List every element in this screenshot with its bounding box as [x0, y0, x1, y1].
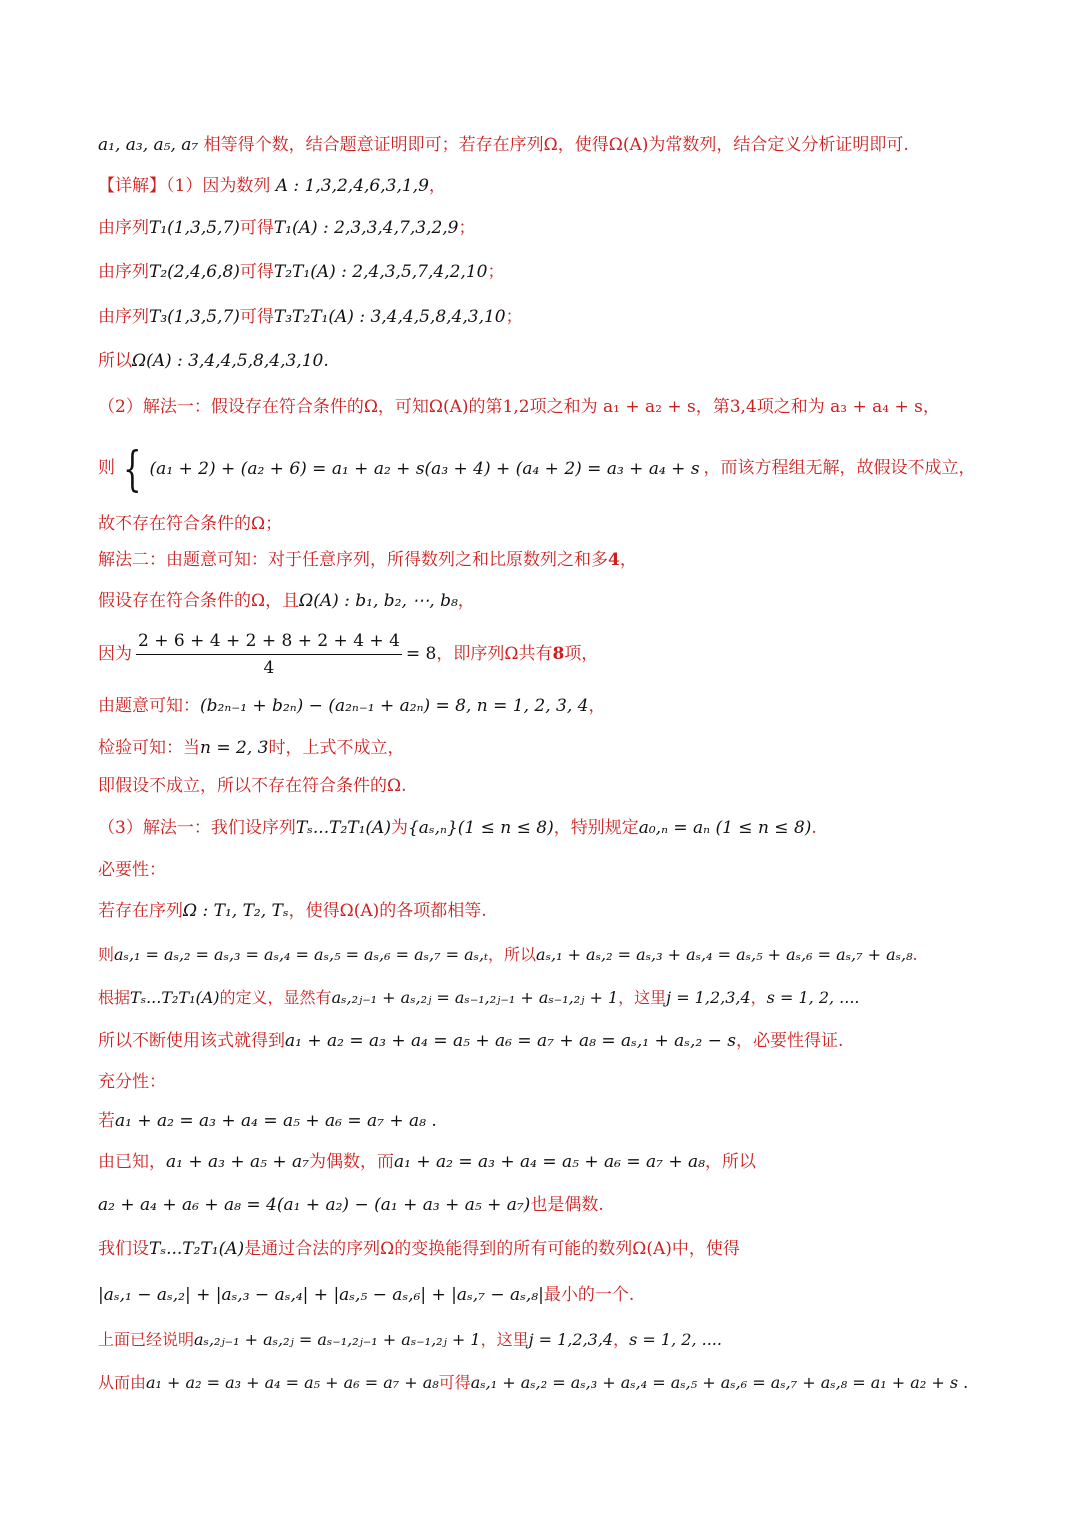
text-line-7: （2）解法一：假设存在符合条件的Ω，可知Ω(A)的第1,2项之和为 a₁ + a₂ + s，第3,4项之和为 a₃ + a₄ + s， [98, 397, 940, 417]
math-expr: {aₛ,ₙ}(1 ≤ n ≤ 8) [407, 818, 554, 838]
punct: ； [487, 262, 505, 282]
text-line-12 [98, 628, 1020, 680]
text-line-18 [98, 899, 1020, 923]
text-line-14 [98, 736, 1020, 760]
line-text: ，使得Ω(A)的各项都相等. [288, 901, 487, 921]
text-line-16 [98, 816, 1020, 840]
math-expr: a₁ + a₂ = a₃ + a₄ = a₅ + a₆ = a₇ + a₈ = aₛ,₁ + aₛ,₂ − s [285, 1031, 737, 1051]
line-text: 也是偶数. [530, 1195, 604, 1215]
line-text: 则 [98, 945, 115, 964]
math-expr: s = 1, 2, .... [629, 1330, 722, 1349]
line-text: 假设存在符合条件的Ω，且 [98, 591, 300, 611]
math-expr: aₛ,₂ⱼ₋₁ + aₛ,₂ⱼ = aₛ₋₁,₂ⱼ₋₁ + aₛ₋₁,₂ⱼ + 1 [331, 988, 619, 1007]
line-text: 检验可知：当 [98, 738, 200, 758]
line-text: 项， [564, 644, 599, 664]
line-text: 所以 [98, 351, 132, 371]
line-text: 若存在序列 [98, 901, 183, 921]
punct: ， [619, 550, 637, 570]
line-text: 可得 [239, 307, 274, 327]
text-line-29 [98, 1371, 1020, 1395]
math-expr: Ω(A) : 3,4,4,5,8,4,3,10. [132, 351, 329, 371]
text-line-11 [98, 589, 1020, 613]
punct: ； [505, 307, 523, 327]
line-text: 从而由 [98, 1373, 147, 1392]
text-line-1 [98, 133, 1020, 157]
line-text: 因为数列 [202, 176, 271, 196]
text-line-6 [98, 349, 1020, 373]
line-text: ，这里 [480, 1330, 529, 1349]
line-text: ，所以 [488, 945, 537, 964]
text-line-27 [98, 1283, 1020, 1307]
text-line-23 [98, 1109, 1020, 1133]
line-text: 由序列 [98, 262, 149, 282]
line-text: ，这里 [618, 988, 667, 1007]
math-expr: n = 2, 3 [200, 738, 269, 758]
math-expr: A : 1,3,2,4,6,3,1,9 [275, 176, 429, 196]
text-line-26 [98, 1237, 1020, 1261]
line-text: 由已知， [98, 1152, 166, 1172]
fraction [136, 630, 402, 679]
line-text: ，所以 [704, 1152, 756, 1172]
text-line-9: 故不存在符合条件的Ω； [98, 514, 283, 534]
math-expr: T₃(1,3,5,7) [149, 307, 240, 327]
text-line-21 [98, 1029, 1020, 1053]
math-expr: a₁ + a₂ = a₃ + a₄ = a₅ + a₆ = a₇ + a₈ [393, 1152, 705, 1172]
line-text: 为 [390, 818, 408, 838]
math-expr: Ω : T₁, T₂, Tₛ [183, 901, 289, 921]
math-expr: Tₛ...T₂T₁(A) [295, 818, 391, 838]
punct: . [425, 1111, 437, 1131]
text-line-8 [98, 442, 1020, 495]
math-expr: a₂ + a₄ + a₆ + a₈ = 4(a₁ + a₂) − (a₁ + a₃ + a₅ + a₇) [98, 1195, 531, 1215]
line-text: 最小的一个. [543, 1285, 635, 1305]
part-label: （1） [166, 176, 203, 196]
punct: ， [588, 696, 606, 716]
text-line-19 [98, 943, 1020, 967]
line-text: 根据 [98, 988, 131, 1007]
punct: ， [750, 988, 767, 1007]
text-line-4 [98, 260, 1020, 284]
line-text: （3）解法一：我们设序列 [98, 818, 296, 838]
math-expr: T₂T₁(A) : 2,4,3,5,7,4,2,10 [273, 262, 488, 282]
line-text: ，而该方程组无解，故假设不成立， [703, 458, 976, 478]
line-text: 相等得个数，结合题意证明即可；若存在序列Ω，使得Ω(A)为常数列，结合定义分析证明即可. [198, 135, 909, 155]
math-expr: |aₛ,₁ − aₛ,₂| + |aₛ,₃ − aₛ,₄| + |aₛ,₅ − aₛ,₆| + |aₛ,₇ − aₛ,₈| [98, 1285, 544, 1305]
fraction-numerator: 2 + 6 + 4 + 2 + 8 + 2 + 4 + 4 [136, 630, 402, 655]
math-expr: T₂(2,4,6,8) [149, 262, 240, 282]
line-text: 可得 [438, 1373, 471, 1392]
brace-glyph: { [123, 440, 142, 497]
text-line-10 [98, 548, 1020, 572]
emphasis-number: 8 [552, 644, 565, 664]
line-text: 若 [98, 1111, 115, 1131]
text-line-3 [98, 216, 1020, 240]
text-line-24 [98, 1150, 1020, 1174]
line-text: 因为 [98, 644, 132, 664]
math-expr: aₛ,₂ⱼ₋₁ + aₛ,₂ⱼ = aₛ₋₁,₂ⱼ₋₁ + aₛ₋₁,₂ⱼ + 1 [194, 1330, 481, 1349]
line-text: ，即序列Ω共有 [436, 644, 553, 664]
punct: ； [458, 218, 476, 238]
line-text: ，特别规定 [553, 818, 639, 838]
line-text: 可得 [239, 218, 274, 238]
emphasis-number: 4 [608, 550, 620, 570]
math-expr: T₁(A) : 2,3,3,4,7,3,2,9 [273, 218, 459, 238]
math-expr: j = 1,2,3,4 [528, 1330, 614, 1349]
math-expr: (b₂ₙ₋₁ + b₂ₙ) − (a₂ₙ₋₁ + a₂ₙ) = 8, n = 1, 2, 3, 4 [200, 696, 589, 716]
math-expr: Tₛ...T₂T₁(A) [149, 1239, 245, 1259]
line-text: 上面已经说明 [98, 1330, 195, 1349]
math-expr: a₁ + a₂ = a₃ + a₄ = a₅ + a₆ = a₇ + a₈ [115, 1111, 426, 1131]
punct: ， [457, 591, 475, 611]
line-text: 则 [98, 458, 115, 478]
text-line-22: 充分性： [98, 1072, 166, 1092]
math-expr: Tₛ...T₂T₁(A) [130, 988, 220, 1007]
equation-row-2: (a₃ + 4) + (a₄ + 2) = a₃ + a₄ + s [424, 458, 700, 479]
text-line-28 [98, 1328, 1020, 1352]
line-text: 为偶数，而 [308, 1152, 394, 1172]
line-text: 由序列 [98, 218, 149, 238]
text-line-5 [98, 305, 1020, 329]
line-text: 由序列 [98, 307, 149, 327]
punct: . [912, 945, 918, 964]
text-line-25 [98, 1193, 1020, 1217]
math-expr: aₛ,₁ = aₛ,₂ = aₛ,₃ = aₛ,₄ = aₛ,₅ = aₛ,₆ = aₛ,₇ = aₛ,ₜ [114, 945, 489, 964]
math-expr: = 8 [405, 644, 437, 664]
equation-row-1: (a₁ + 2) + (a₂ + 6) = a₁ + a₂ + s [149, 458, 425, 479]
text-line-15: 即假设不成立，所以不存在符合条件的Ω. [98, 776, 407, 796]
line-text: 由题意可知： [98, 696, 200, 716]
line-text: 时，上式不成立， [268, 738, 405, 758]
punct: ， [613, 1330, 630, 1349]
line-text: 所以不断使用该式就得到 [98, 1031, 285, 1051]
text-line-2 [98, 174, 1020, 198]
punct: ， [428, 176, 446, 196]
math-expr: T₃T₂T₁(A) : 3,4,4,5,8,4,3,10 [273, 307, 506, 327]
text-line-20 [98, 986, 1020, 1010]
line-text: 可得 [239, 262, 274, 282]
math-expr: j = 1,2,3,4 [666, 988, 751, 1007]
line-text: 我们设 [98, 1239, 149, 1259]
math-expr: s = 1, 2, .... [766, 988, 860, 1007]
punct: . [811, 818, 817, 838]
text-line-13 [98, 694, 1020, 718]
math-expr: a₀,ₙ = aₙ (1 ≤ n ≤ 8) [638, 818, 812, 838]
line-text: 解法二：由题意可知：对于任意序列，所得数列之和比原数列之和多 [98, 550, 608, 570]
equation-system [117, 440, 700, 497]
line-text: 是通过合法的序列Ω的变换能得到的所有可能的数列Ω(A)中，使得 [244, 1239, 740, 1259]
math-expr: a₁ + a₃ + a₅ + a₇ [166, 1152, 309, 1172]
line-text: 的定义，显然有 [219, 988, 332, 1007]
math-expr: T₁(1,3,5,7) [149, 218, 240, 238]
math-expr: aₛ,₁ + aₛ,₂ = aₛ,₃ + aₛ,₄ = aₛ,₅ + aₛ,₆ = aₛ,₇ + aₛ,₈ [536, 945, 913, 964]
math-expr: Ω(A) : b₁, b₂, ⋯, b₈ [299, 591, 458, 611]
math-expr: aₛ,₁ + aₛ,₂ = aₛ,₃ + aₛ,₄ = aₛ,₅ + aₛ,₆ = aₛ,₇ + aₛ,₈ = a₁ + a₂ + s [470, 1373, 959, 1392]
line-text: ，必要性得证. [736, 1031, 844, 1051]
math-expr: a₁ + a₂ = a₃ + a₄ = a₅ + a₆ = a₇ + a₈ [146, 1373, 439, 1392]
solution-label: 【详解】 [98, 176, 166, 196]
punct: . [958, 1373, 969, 1392]
text-line-17: 必要性： [98, 860, 166, 880]
fraction-denominator: 4 [263, 658, 275, 678]
math-expr: a₁, a₃, a₅, a₇ [98, 135, 199, 155]
